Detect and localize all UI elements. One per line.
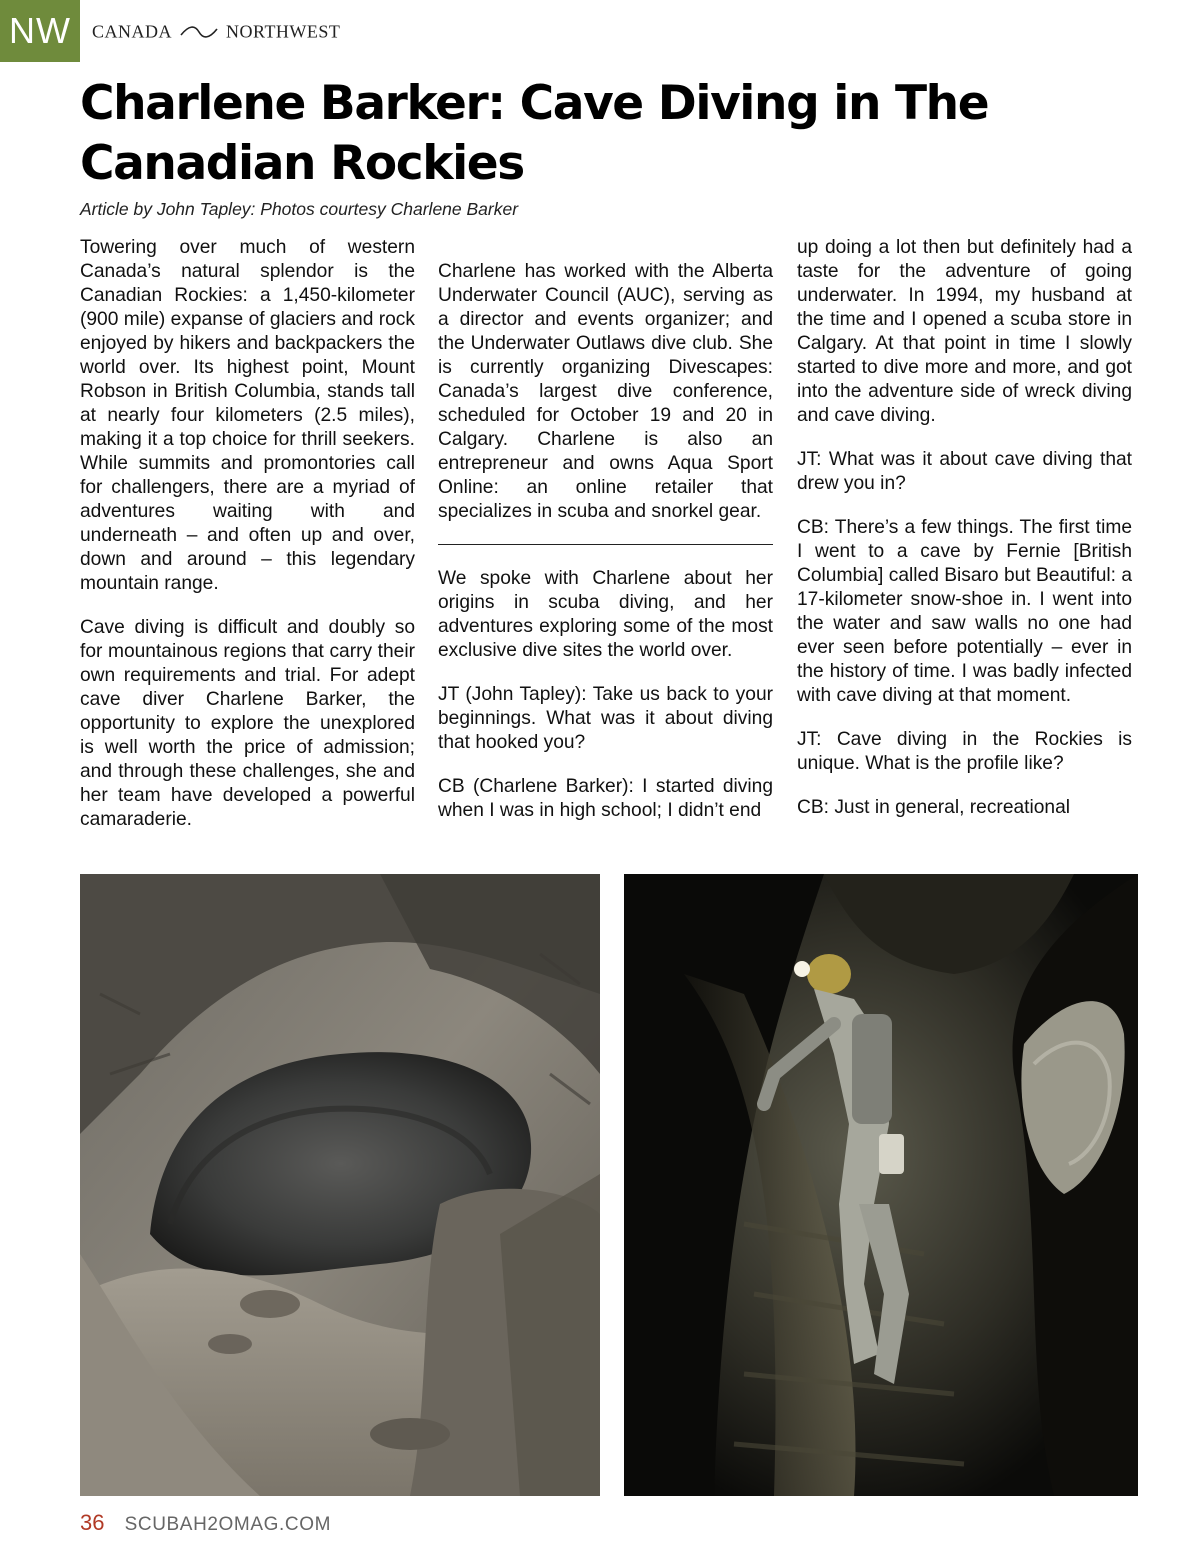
text-column-3 <box>797 236 1132 840</box>
paragraph: Charlene has worked with the Alberta Underwater Council (AUC), serving as a director and events organizer; and the Underwater Outlaws dive club. She is currently organizing Divescapes: Canada’s largest dive conference, scheduled for October 19 and 20 in Calgary. Charlene is also an entrepreneur and owns Aqua Sport Online: an online retailer that specializes in scuba and snorkel gear. <box>438 261 773 522</box>
paragraph: JT: What was it about cave diving that drew you in? <box>797 449 1132 494</box>
section-tab: NW <box>0 0 80 62</box>
site-url: SCUBAH2OMAG.COM <box>124 1514 332 1535</box>
tilde-separator-icon <box>177 25 221 39</box>
paragraph: JT: Cave diving in the Rockies is unique. What is the profile like? <box>797 729 1132 774</box>
paragraph: We spoke with Charlene about her origins in scuba diving, and her adventures exploring some of the most exclusive dive sites the world over. <box>438 568 773 661</box>
paragraph: CB: Just in general, recreational <box>797 797 1071 818</box>
text-column-2 <box>438 260 773 843</box>
text-column-1 <box>80 236 415 852</box>
cave-entrance-photo <box>80 874 600 1496</box>
paragraph: JT (John Tapley): Take us back to your beginnings. What was it about diving that hooked you? <box>438 684 773 753</box>
page-footer <box>80 1510 331 1536</box>
paragraph: CB: There’s a few things. The first time I went to a cave by Fernie [British Columbia] called Bisaro but Beautiful: a 17-kilometer snow-shoe in. I went into the water and saw walls no one had ever seen before potentially – ever in the history of time. I was badly infected with cave diving at that moment. <box>797 517 1132 706</box>
paragraph: up doing a lot then but definitely had a taste for the adventure of going underwater. In 1994, my husband at the time and I opened a scuba store in Calgary. At that point in time I slowly started to dive more and more, and got into the adventure side of wreck diving and cave diving. <box>797 237 1132 426</box>
article-byline: Article by John Tapley: Photos courtesy Charlene Barker <box>80 199 519 219</box>
page-number: 36 <box>80 1510 105 1535</box>
paragraph: Towering over much of western Canada’s natural splendor is the Canadian Rockies: a 1,450-kilometer (900 mile) expanse of glaciers and rock enjoyed by hikers and backpackers the world over. Its highest point, Mount Robson in British Columbia, stands tall at nearly four kilometers (2.5 miles), making it a top choice for thrill seekers. While summits and promontories call for challengers, there are a myriad of adventures waiting with and underneath – and often up and over, down and around – this legendary mountain range. <box>80 237 415 594</box>
cave-diver-photo <box>624 874 1138 1496</box>
breadcrumb-left: CANADA <box>92 21 173 42</box>
breadcrumb <box>92 20 340 42</box>
breadcrumb-right: NORTHWEST <box>226 21 341 42</box>
divider <box>438 544 773 545</box>
article-title: Charlene Barker: Cave Diving in The Canadian Rockies <box>80 76 989 191</box>
paragraph: Cave diving is difficult and doubly so for mountainous regions that carry their own requirements and trial. For adept cave diver Charlene Barker, the opportunity to explore the unexplored is well worth the price of admission; and through these challenges, she and her team have developed a powerful camaraderie. <box>80 617 415 830</box>
paragraph: CB (Charlene Barker): I started diving when I was in high school; I didn’t end <box>438 776 773 821</box>
